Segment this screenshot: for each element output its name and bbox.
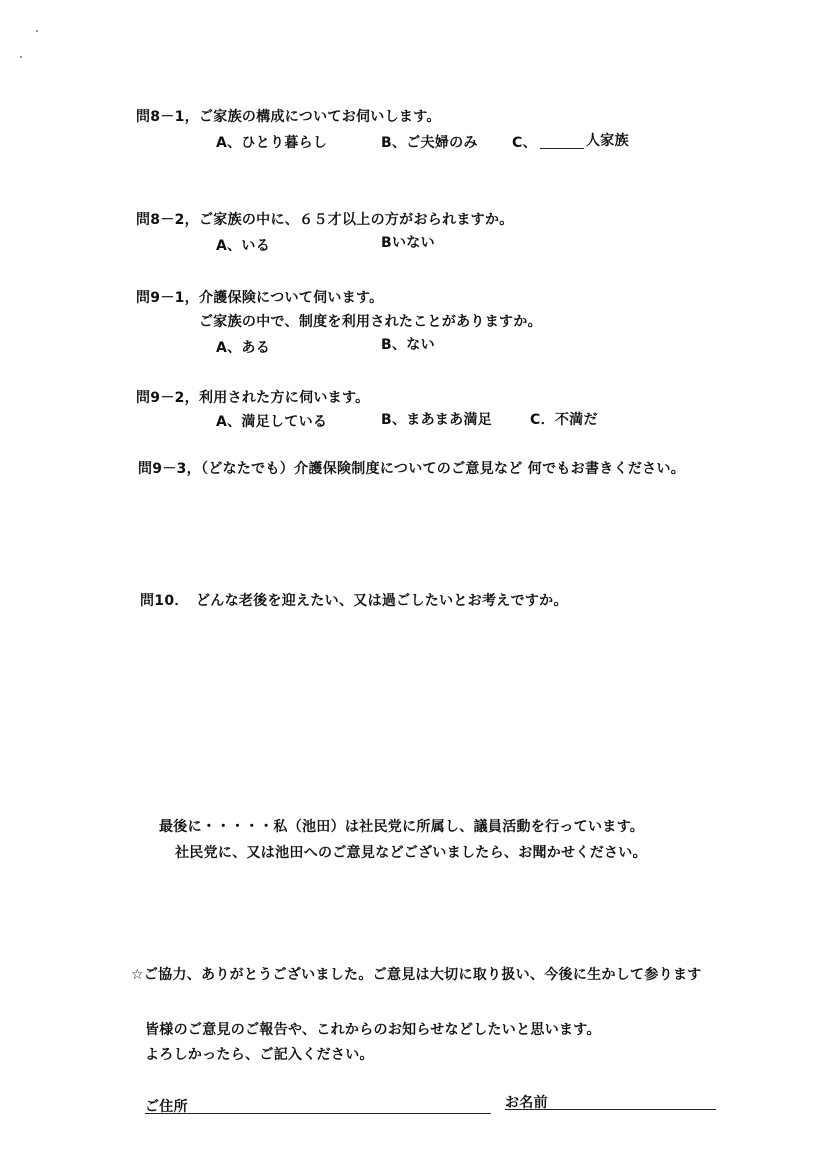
thanks-line: ☆ご協力、ありがとうございました。ご意見は大切に取り扱い、今後に生かして参ります bbox=[131, 967, 702, 983]
report-line-1: 皆様のご意見のご報告や、これからのお知らせなどしたいと思います。 bbox=[145, 1022, 601, 1038]
q8-1-option-c-prefix: C、 bbox=[512, 135, 537, 151]
q9-2-option-b[interactable]: B、まあまあ満足 bbox=[381, 412, 493, 428]
q9-1-sub-question: ご家族の中で、制度を利用されたことがありますか。 bbox=[199, 314, 542, 330]
q8-1-option-b[interactable]: B、ご夫婦のみ bbox=[381, 135, 478, 151]
address-field[interactable] bbox=[145, 1113, 491, 1114]
q8-2-option-b[interactable]: Bいない bbox=[381, 235, 435, 251]
q9-1-option-a[interactable]: A、ある bbox=[216, 340, 271, 356]
q8-1-question: 問8－1，ご家族の構成についてお伺いします。 bbox=[136, 109, 441, 125]
scan-speck bbox=[36, 30, 38, 32]
q8-2-question: 問8－2，ご家族の中に、６５才以上の方がおられますか。 bbox=[136, 212, 514, 228]
name-field[interactable] bbox=[505, 1109, 716, 1110]
q9-3-question: 問9－3，（どなたでも）介護保険制度についてのご意見など 何でもお書きください。 bbox=[138, 461, 686, 477]
scan-speck bbox=[20, 56, 22, 58]
name-label: お名前 bbox=[505, 1095, 548, 1111]
q10-question: 問10． どんな老後を迎えたい、又は過ごしたいとお考えですか。 bbox=[140, 593, 568, 609]
q9-1-question: 問9－1，介護保険について伺います。 bbox=[136, 290, 384, 306]
q8-1-family-count-blank[interactable] bbox=[540, 148, 584, 149]
q9-2-question: 問9－2，利用された方に伺います。 bbox=[136, 390, 370, 406]
q9-1-option-b[interactable]: B、ない bbox=[381, 337, 435, 353]
q8-2-option-a[interactable]: A、いる bbox=[216, 238, 271, 254]
q8-1-option-c-suffix: 人家族 bbox=[586, 133, 629, 149]
closing-line-2: 社民党に、又は池田へのご意見などございましたら、お聞かせください。 bbox=[175, 845, 647, 861]
q9-2-option-c[interactable]: C．不満だ bbox=[530, 412, 598, 428]
address-label: ご住所 bbox=[145, 1099, 188, 1115]
q9-2-option-a[interactable]: A、満足している bbox=[216, 414, 328, 430]
q8-1-option-a[interactable]: A、ひとり暮らし bbox=[216, 135, 328, 151]
closing-line-1: 最後に・・・・・私（池田）は社民党に所属し、議員活動を行っています。 bbox=[159, 819, 645, 835]
report-line-2: よろしかったら、ご記入ください。 bbox=[145, 1047, 374, 1063]
